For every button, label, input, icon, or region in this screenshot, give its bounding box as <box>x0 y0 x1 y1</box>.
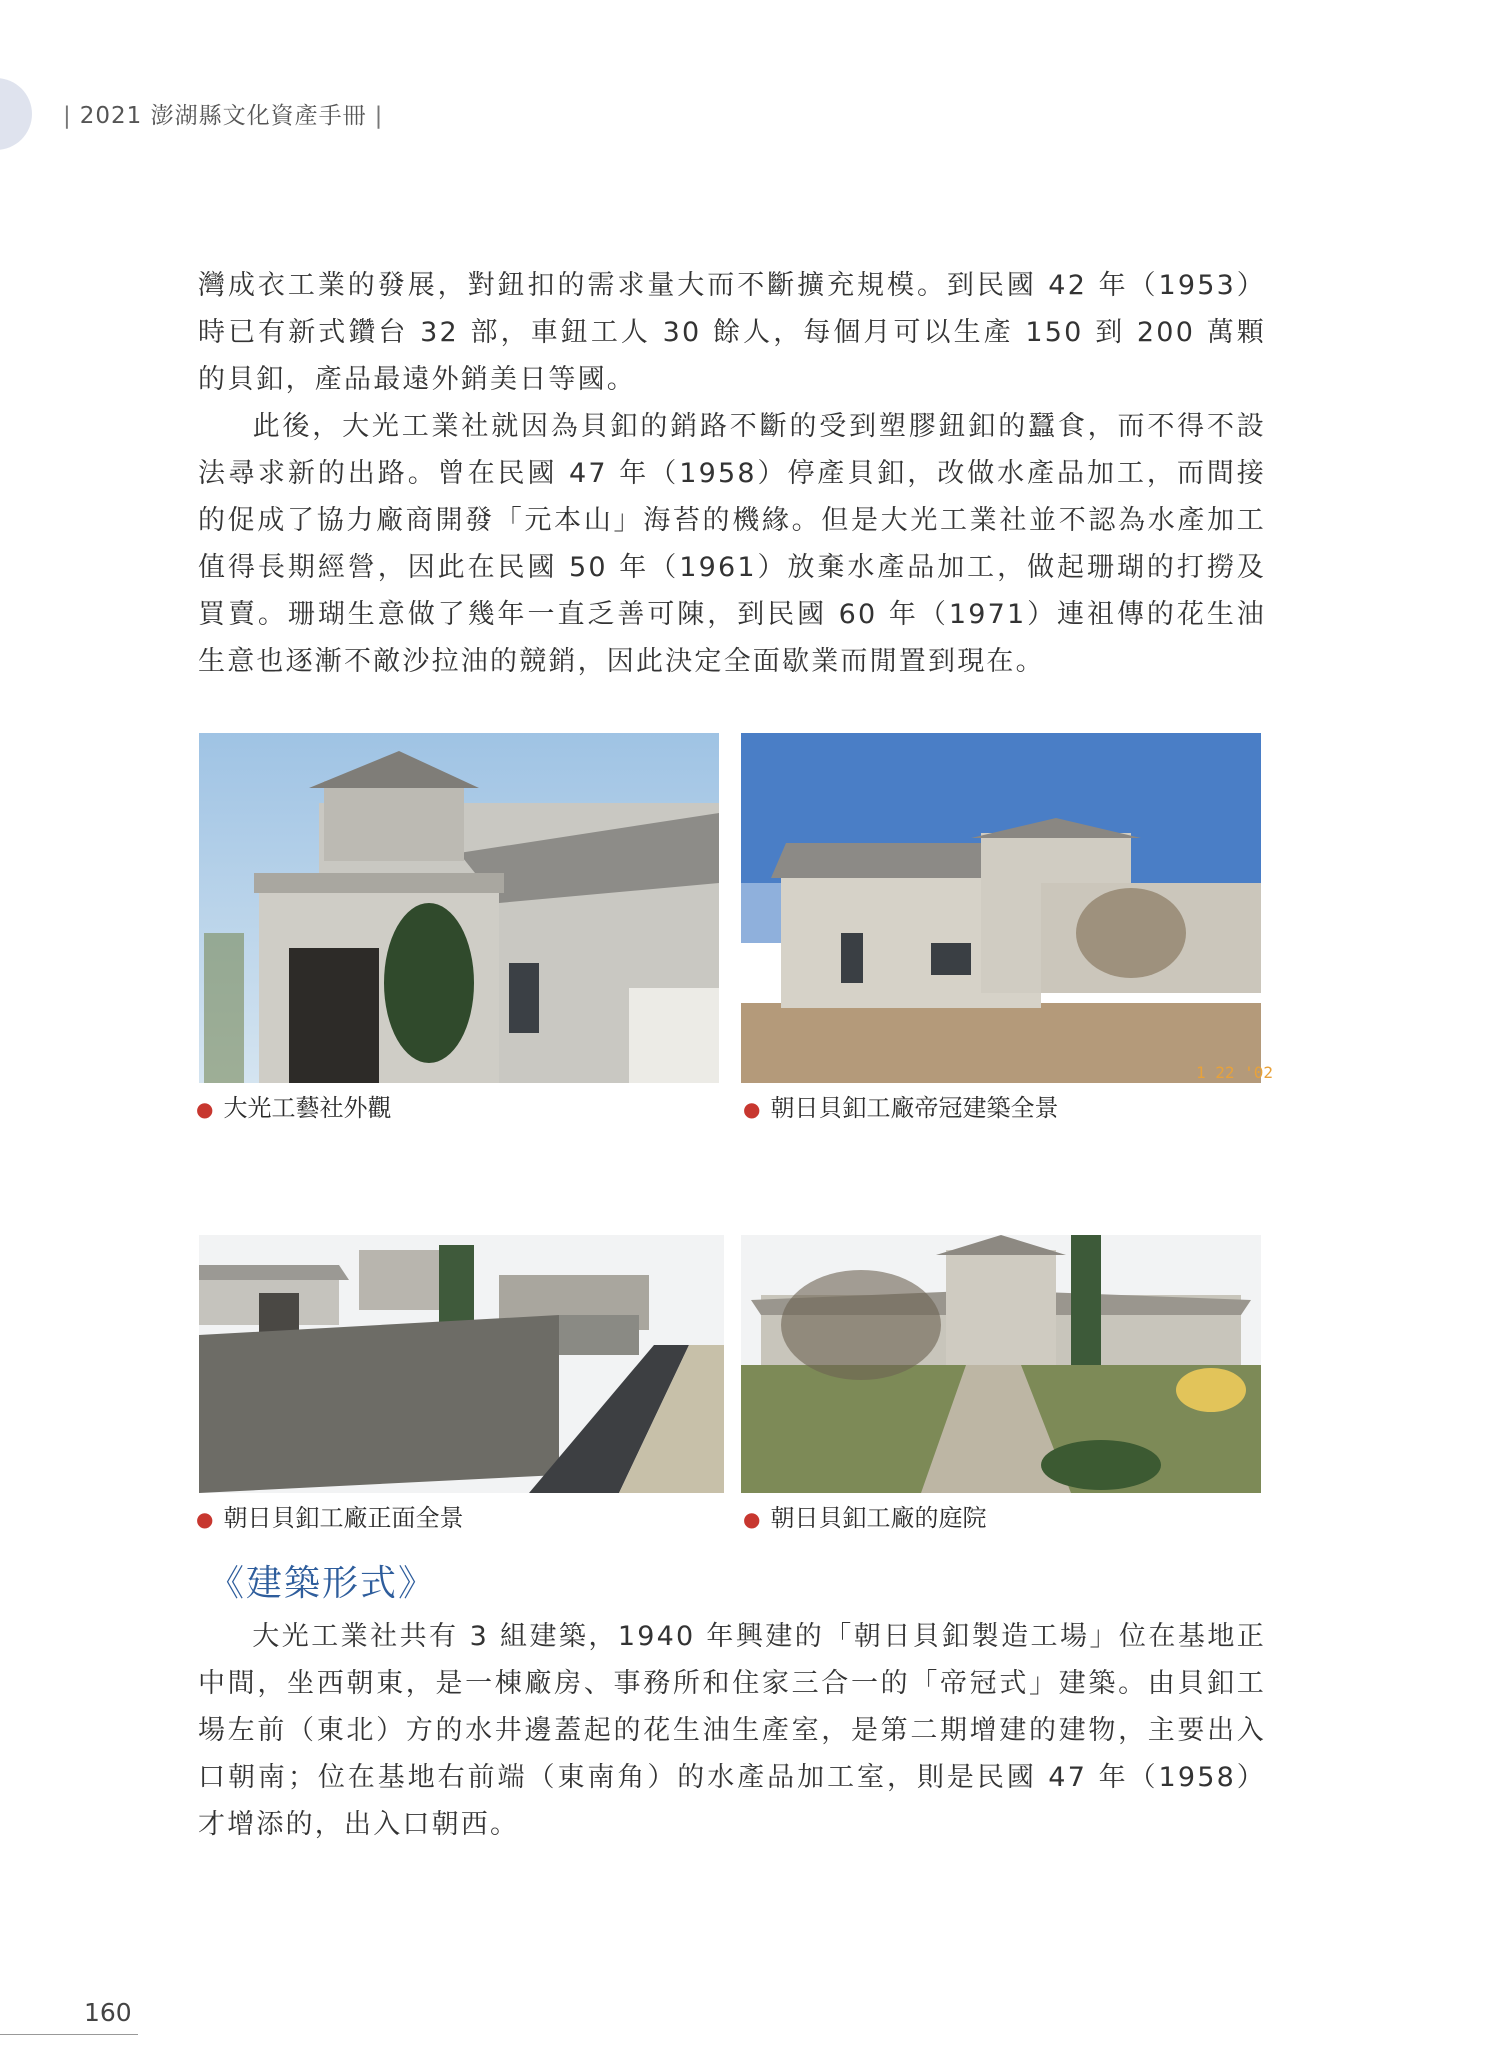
photo-daguang-exterior <box>199 733 719 1083</box>
caption-photo-3: ● 朝日貝釦工廠正面全景 <box>196 1504 464 1532</box>
caption-photo-2: ● 朝日貝釦工廠帝冠建築全景 <box>743 1094 1059 1122</box>
page-number: 160 <box>84 1998 132 2027</box>
caption-photo-1: ● 大光工藝社外觀 <box>196 1094 392 1122</box>
running-header <box>55 97 391 130</box>
paragraph-continuation: 灣成衣工業的發展，對鈕扣的需求量大而不斷擴充規模。到民國 42 年（1953）時已有新式鑽台 32 部，車鈕工人 30 餘人，每個月可以生產 150 到 200 萬顆的貝釦，產品最遠外銷美日等國。 <box>198 270 1266 395</box>
section-title: 《建築形式》 <box>208 1563 437 1604</box>
header-title: 2021 澎湖縣文化資產手冊 <box>79 103 367 129</box>
photo-date-stamp: 1 22 '02 <box>1196 1063 1274 1082</box>
footer-rule <box>0 2034 138 2035</box>
photo-front-view <box>199 1235 724 1493</box>
photo-crown-building <box>741 733 1274 1083</box>
paragraph-architecture-text: 大光工業社共有 3 組建築，1940 年興建的「朝日貝釦製造工場」位在基地正中間，坐西朝東，是一棟廠房、事務所和住家三合一的「帝冠式」建築。由貝釦工場左前（東北）方的水井邊蓋起的花生油生產室，是第二期增建的建物，主要出入口朝南；位在基地右前端（東南角）的水產品加工室，則是民國 47 年（1958）才增添的，出入口朝西。 <box>198 1621 1266 1840</box>
page-tab-marker <box>0 78 32 150</box>
header-left-bar: | <box>63 103 72 129</box>
paragraph-architecture <box>198 1613 1266 1848</box>
photo-courtyard <box>741 1235 1261 1493</box>
paragraph-history <box>198 403 1266 685</box>
header-right-bar: | <box>374 103 384 129</box>
caption-photo-4: ● 朝日貝釦工廠的庭院 <box>743 1504 987 1532</box>
paragraph-history-text: 此後，大光工業社就因為貝釦的銷路不斷的受到塑膠鈕釦的蠶食，而不得不設法尋求新的出路。曾在民國 47 年（1958）停產貝釦，改做水產品加工，而間接的促成了協力廠商開發「元本山」海苔的機緣。但是大光工業社並不認為水產加工值得長期經營，因此在民國 50 年（1961）放棄水產品加工，做起珊瑚的打撈及買賣。珊瑚生意做了幾年一直乏善可陳，到民國 60 年（1971）連祖傳的花生油生意也逐漸不敵沙拉油的競銷，因此決定全面歇業而閒置到現在。 <box>198 411 1266 677</box>
